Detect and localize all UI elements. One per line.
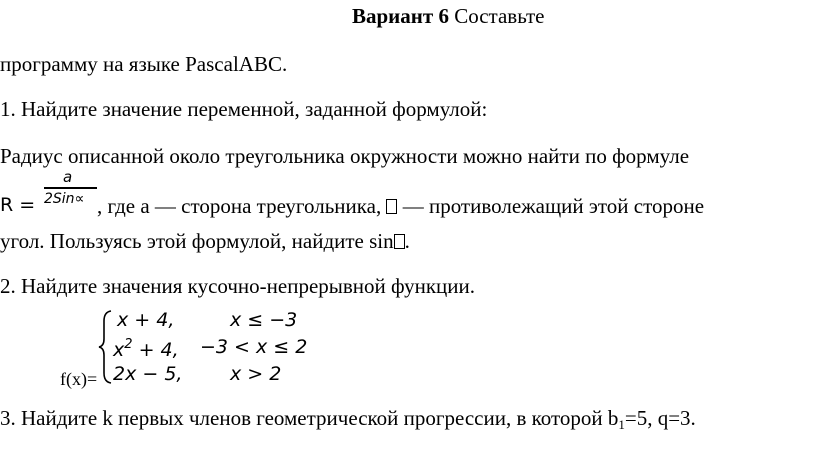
task1-heading: 1. Найдите значение переменной, заданной формулой: [0,97,488,121]
case3-expr: 2x − 5, [113,363,183,385]
task1-line2 [97,196,704,217]
task1-line3-end: . [404,229,410,253]
formula-lhs: R = [0,194,36,216]
missing-glyph-box-icon [394,234,405,249]
task3-sub: 1 [618,417,625,432]
task3-text [0,408,696,431]
task3-text-end: =5, q=3. [624,406,696,430]
variant-title-bold: Вариант 6 [352,4,449,28]
task1-line2-rest: , где a — сторона треугольника, [97,194,382,218]
case2-expr-sup: 2 [124,337,133,352]
left-brace-icon [98,309,114,385]
variant-title-rest: Составьте [448,4,545,28]
case3-cond: x > 2 [230,363,282,385]
formula-denominator: 2Sin∝ [44,191,85,207]
formula-numerator: a [63,168,73,186]
task3-text-start: 3. Найдите k первых членов геометрической прогрессии, в которой b [0,406,619,430]
case2-expr-base: x [113,339,125,361]
task1-line3 [0,231,410,252]
fx-label: f(x)= [60,369,98,389]
fraction-bar [44,187,97,189]
intro-text: программу на языке PascalABC. [0,52,288,76]
task2-heading: 2. Найдите значения кусочно-непрерывной функции. [0,274,476,298]
case1-cond: x ≤ −3 [230,309,298,331]
case1-expr: x + 4, [117,309,175,331]
case2-expr [113,338,179,360]
case2-expr-tail: + 4, [132,339,179,361]
task1-line2-tail: — противолежащий этой стороне [397,194,705,218]
task1-line3-start: угол. Пользуясь этой формулой, найдите sin [0,229,394,253]
case2-cond: −3 < x ≤ 2 [200,336,308,358]
variant-title [352,6,545,27]
task1-line1: Радиус описанной около треугольника окружности можно найти по формуле [0,144,690,168]
missing-glyph-box-icon [386,199,397,214]
